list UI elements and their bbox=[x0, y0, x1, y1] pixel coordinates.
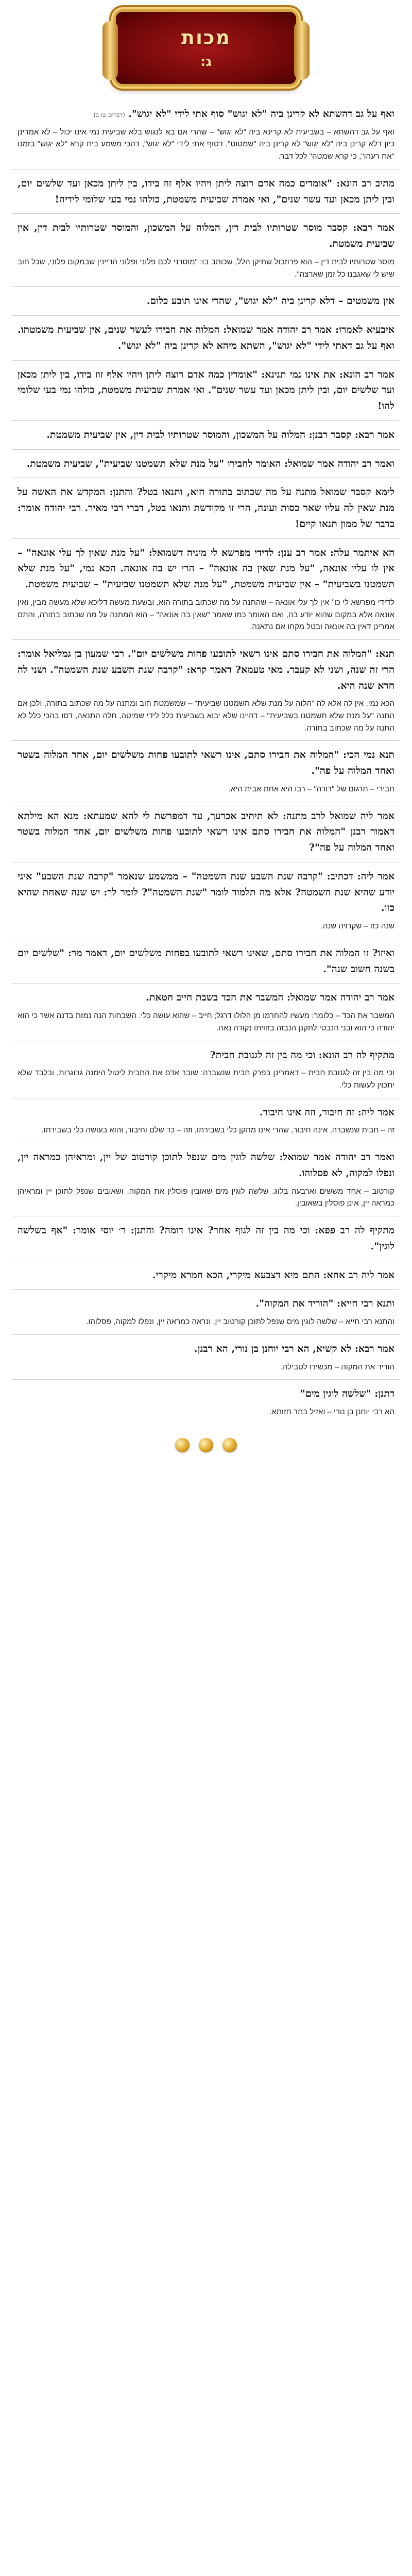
text-block bbox=[12, 287, 400, 316]
text-block bbox=[12, 939, 400, 984]
gemara-text bbox=[18, 427, 394, 443]
gemara-text bbox=[18, 646, 394, 693]
text-block bbox=[12, 316, 400, 361]
gemara-line: אמר ליה: דכתיב: "קרבה שנת השבע שנת השמטה" – ממשמע שנאמר "קרבה שנת השבע" איני יודע שהיא שנת השמטה? אלא מה תלמוד לומר "שנת השמטה"? לומר לך: יש שנה שאחת שהיא כזו. bbox=[18, 870, 394, 914]
text-block bbox=[12, 1261, 400, 1290]
commentary-text: קורטוב – אחד מששים וארבעה בלוג. שלשה לוגין מים שאובין פוסלין את המקוה, ושאובים שנפל לתוכן יין ומראיהן כמראה יין, אינן פוסלין בשאובין. bbox=[18, 1187, 394, 1208]
gemara-line: אמר ליה רב אחא: התם מיא דצבעא מיקרי, הכא חמרא מיקרי. bbox=[152, 1269, 394, 1281]
text-block bbox=[12, 862, 400, 939]
gemara-line: מתיב רב הונא: "אומדים כמה אדם רוצה ליתן ויהיו אלף זוז בידו, בין ליתן מכאן ועד שלשים יום, ובין ליתן מכאן ועד עשר שנים", ואי אמרת שביעית משמטת, כולהו נמי בעי שלומי לידיה! bbox=[18, 177, 394, 205]
gemara-text bbox=[18, 1149, 394, 1181]
text-block bbox=[12, 1216, 400, 1261]
footer-ornaments bbox=[12, 1438, 400, 1452]
commentary-text: הא רבי יוחנן בן נורי – ואזיל בתר חזותא. bbox=[269, 1408, 394, 1417]
gemara-line: אמר רבא: קסבר רבנן: המלוה על המשכון, והמוסר שטרותיו לבית דין, אין שביעית משמטת. bbox=[46, 429, 394, 440]
gemara-line: ואמר רב יהודה אמר שמואל: האומר לחבירו "על מנת שלא תשמטנו שביעית", שביעית משמטת. bbox=[26, 457, 394, 469]
scroll-right-decoration bbox=[294, 21, 310, 80]
gemara-text bbox=[18, 176, 394, 208]
gemara-line: אמר רבא: קסבר מוסר שטרותיו לבית דין, המלוה על המשכון, והמוסר שטרותיו לבית דין, אין שביעית משמטת. bbox=[18, 222, 394, 250]
commentary-text: המשבר את הכד – כלומר: מעשיו להחרמו מן הלולו דרגל; חייב – שהוא עושה כלי. השבחות הנה נמזת בדנה אשר כי הוא יהודה כי הוא ובני הנבטי לתקנן הנבזה בזוויתו נקודה נאה. bbox=[18, 1011, 394, 1032]
text-block bbox=[12, 741, 400, 802]
text-block bbox=[12, 1143, 400, 1216]
gemara-line: ותנא רבי חייא: "הוריד את המקוה". bbox=[255, 1298, 394, 1310]
tractate-banner bbox=[113, 9, 299, 87]
gemara-text bbox=[18, 1341, 394, 1357]
gemara-text bbox=[18, 945, 394, 977]
gemara-line: לימא קסבר שמואל מתנה על מה שכתוב בתורה הוא, ותנאו בטל? והתנן: המקדש את האשה על מנת שאין לה עליו שאר כסות ועונה, הרי זו מקודשת ותנאו בטל, דברי רבי מאיר. רבי יהודה אומר: בדבר של ממון תנאו קיים! bbox=[18, 486, 394, 530]
gemara-line: מתקיף לה רב הונא: וכי מה בין זה לגנובת חבית? bbox=[210, 1049, 394, 1061]
gemara-line: הא איתמר עלה: אמר רב ענן: לדידי מפרשא לי מיניה דשמואל: "על מנת שאין לך עלי אונאה" – אין לו עליו אונאה, "על מנת שאין בה אונאה" – הרי יש בה אונאה. הכא נמי, "על מנת שלא תשמטנו בשביעית" – אין שביעית משמטת, "על מנת שלא תשמטנו שביעית" – שביעית משמטת. bbox=[18, 547, 394, 590]
text-block bbox=[12, 1041, 400, 1098]
gemara-line: איבעיא לאמרו: אמר רב יהודה אמר שמואל: המלוה את חבירו לעשר שנים, אין שביעית משמטתו. ואף על גב דאתי לידי "לא יגוש", השתא מיהא לא קרינן ביה "לא יגוש". bbox=[18, 324, 394, 351]
gemara-line: מתקיף לה רב פפא: וכי מה בין זה לגוף אחר? אינו דומה? והתנן: ר׳ יוסי אומר: "אף בשלשה לוגין". bbox=[18, 1225, 394, 1252]
gemara-line: אמר ליה: זה חיבור, וזה אינו חיבור. bbox=[259, 1106, 394, 1118]
text-block bbox=[12, 478, 400, 538]
commentary-text: הכא נמי, אין לה אלא לה "הלוה על מנת שלא תשמטנו שביעית" – שמשמטת חוב ומתנה על מה שכתוב בתורה, ולכן אם התנה "על מנת שלא תשמטנו בשביעית" – דהיינו שלא יבוא בשביעית כלל לידי שמיטה, חלה התנאה, דסו בהכי כלל לא התנה על מה שכתוב בתורה. bbox=[18, 699, 394, 733]
gemara-line: ואיזו? זו המלוה את חבירו סתם, שאינו רשאי לתובעו בפחות משלשים יום, דאמר מר: "שלשים יום בשנה חשוב שנה". bbox=[18, 947, 394, 975]
text-block bbox=[12, 421, 400, 450]
gemara-text bbox=[18, 1267, 394, 1283]
commentary-text: לדידי מפרשא לי כו׳ אין לך עלי אונאה – שהתנה על מה שכתוב בתורה הוא, ובשעת מעשה דליכא שלא מעשה מבין, ואין אונאה אלא במקום שהוא יודע בה, ואם האומר כמו שאמר "שאין בה אונאה" – הוא המתנה על מה שכתוב בתורה, והתם אמרינן דאין בה אונאה ובטל מקחו אם נתאנה. bbox=[18, 598, 394, 632]
commentary-text: וכי מה בין זה לגנובת חבית – דאמרינן בפרק חבית שנשברה: שובר אדם את החבית ליטול הימנה גרוגרות, ובלבד שלא יתכוין לעשות כלי. bbox=[18, 1069, 394, 1090]
gemara-text bbox=[18, 367, 394, 414]
text-block bbox=[12, 1098, 400, 1143]
gemara-line: תנא נמי הכי: "המלוה את חבירו סתם, אינו רשאי לתובעו פחות משלשים יום, אחד המלוה בשטר ואחד המלוה על פה". bbox=[18, 749, 394, 777]
gemara-text bbox=[18, 990, 394, 1006]
gemara-text bbox=[18, 1386, 394, 1402]
gemara-text bbox=[18, 322, 394, 354]
text-block bbox=[12, 361, 400, 421]
text-block bbox=[12, 640, 400, 741]
content bbox=[12, 100, 400, 1425]
text-block bbox=[12, 1380, 400, 1424]
commentary-text: מוסר שטרותיו לבית דין – הוא פרוזבול שתיקן הלל, שכותב בו: "מוסרני לכם פלוני ופלוני הדיינין שבמקום פלוני, שכל חוב שיש לי שאגבנו כל זמן שארצה". bbox=[18, 257, 394, 279]
verse-source: (דברים טו ב) bbox=[93, 111, 125, 118]
gemara-text bbox=[18, 456, 394, 472]
gemara-line: ואף על גב דהשתא לא קרינן ביה "לא יגוש" סוף אתי לידי "לא יגוש". bbox=[128, 108, 394, 120]
text-block bbox=[12, 802, 400, 862]
gemara-text bbox=[18, 747, 394, 779]
text-block bbox=[12, 170, 400, 214]
ornament-icon bbox=[199, 1438, 213, 1452]
gemara-line: אמר רב יהודה אמר שמואל: המשבר את הכד בשבת חייב חטאת. bbox=[146, 992, 394, 1004]
gemara-text bbox=[18, 545, 394, 592]
commentary-text: ואף על גב דהשתא – בשביעית לא קרינא ביה "לא יגוש" – שהרי אם בא לנגוש בלא שביעית נמי אינו יכול – לא אמרינן כיון דלא קרינן ביה "לא יגוש" לא קרינן ביה "שמטוט", דסוף אתי לידי "לא יגוש", דהכי משמע בית קרא "לא יגוש" בזמנו "את רעהו", כי קרא שמטה" לכל דבר. bbox=[18, 127, 394, 161]
gemara-line: אמר ליה שמואל לרב מתנה: לא תיתיב אכרעך, עד דמפרשת לי להא שמעתא: מנא הא מילתא דאמור רבנן "המלוה את חבירו סתם אינו רשאי לתובעו פחות משלשים יום, אחד המלוה בשטר ואחד המלוה על פה"? bbox=[18, 810, 394, 854]
gemara-line: ואמר רב יהודה אמר שמואל: שלשה לוגין מים שנפל לתוכן קורטוב של יין, ומראיהן כמראה יין, ונפלו למקוה, לא פסלוהו. bbox=[18, 1151, 394, 1179]
gemara-text bbox=[18, 220, 394, 252]
gemara-text bbox=[18, 869, 394, 916]
text-block bbox=[12, 100, 400, 170]
gemara-line: אין משמטים – דלא קרינן ביה "לא יגוש", שהרי אינו תובע כלום. bbox=[146, 295, 394, 307]
text-block bbox=[12, 1290, 400, 1334]
commentary-text: הוריד את המקוה – מכשירו לטבילה. bbox=[280, 1362, 394, 1371]
commentary-text: והתנא רבי חייא – שלשה לוגין מים שנפל לתוכן קורטוב יין, ונראה כמראה יין, ונפלו למקוה, פסלוהו. bbox=[86, 1317, 394, 1327]
gemara-text bbox=[18, 1223, 394, 1255]
daf-number: ג: bbox=[200, 54, 212, 70]
tractate-title: מכות bbox=[181, 26, 231, 49]
text-block bbox=[12, 984, 400, 1041]
text-block bbox=[12, 539, 400, 640]
gemara-text bbox=[18, 808, 394, 856]
gemara-line: תנא: "המלוה את חבירו סתם אינו רשאי לתובעו פחות משלשים יום". רבי שמעון בן גמליאל אומר: הרי זה שנה, ושני לא קעבר. מאי טעמא? דאמר קרא: "קרבה שנת השבע שנת השמטה". ושני לה חדא שנה היא. bbox=[18, 648, 394, 691]
ornament-icon bbox=[175, 1438, 190, 1452]
gemara-line: אמר רבא: לא קשיא, הא רבי יוחנן בן נורי, הא רבנן. bbox=[194, 1343, 394, 1354]
commentary-text: חבירי – תרגום של "רודה" – רבו היא אחת אבית היא. bbox=[228, 784, 394, 793]
gemara-line: דתנן: "שלשה לוגין מים" bbox=[300, 1388, 394, 1400]
text-block bbox=[12, 214, 400, 287]
scroll-left-decoration bbox=[102, 21, 118, 80]
ornament-icon bbox=[222, 1438, 237, 1452]
gemara-text bbox=[18, 1105, 394, 1121]
text-block bbox=[12, 1335, 400, 1380]
gemara-line: אמר רב הונא: את אינו נמי תנינא: "אומדין כמה אדם רוצה ליתן ויהיו אלף זוז בידו, בין ליתן מכאן ועד שלשים יום, ובין ליתן מכאן ועד עשר שנים". ואי אמרת שביעית משמטת, כולהו נמי בעי שלומי להו! bbox=[18, 368, 394, 412]
gemara-text bbox=[18, 293, 394, 309]
gemara-text bbox=[18, 106, 394, 122]
gemara-text bbox=[18, 1047, 394, 1063]
commentary-text: זה – חבית שנשברה, אינה חיבור, שהרי אינו מתקן כלי בשבירתו, וזה – כד שלם וחיבור, והוא בעושה כלי בשבירתו. bbox=[41, 1126, 394, 1135]
commentary-text: שנה כזו – שקרויה שנה. bbox=[320, 922, 394, 931]
header-banner bbox=[12, 9, 400, 87]
text-block bbox=[12, 450, 400, 479]
gemara-text bbox=[18, 1296, 394, 1312]
gemara-text bbox=[18, 484, 394, 532]
